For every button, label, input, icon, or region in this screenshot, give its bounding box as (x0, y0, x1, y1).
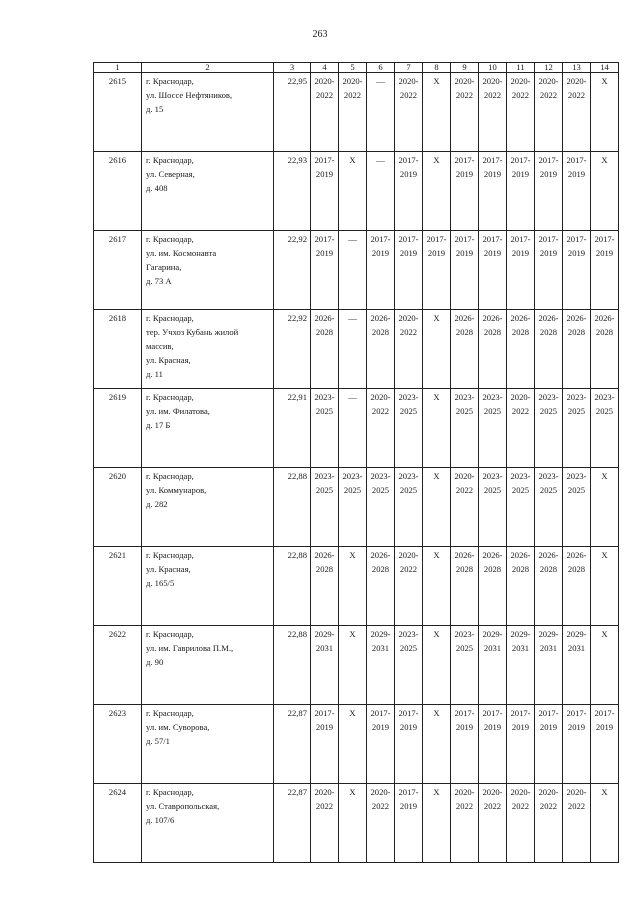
period-cell: 2026- 2028 (451, 547, 479, 626)
period-cell: 2017- 2019 (507, 152, 535, 231)
period-cell: 2017- 2019 (395, 705, 423, 784)
period-cell: — (339, 310, 367, 389)
period-cell: 2017- 2019 (395, 784, 423, 863)
period-cell: X (339, 705, 367, 784)
table-row (94, 468, 619, 547)
period-cell: 2029- 2031 (479, 626, 507, 705)
period-cell: 2017- 2019 (535, 231, 563, 310)
period-cell: X (339, 152, 367, 231)
row-number-cell: 2616 (94, 152, 142, 231)
address-line: г. Краснодар, (146, 471, 194, 481)
address-line: д. 15 (146, 104, 164, 114)
address-line: д. 408 (146, 183, 168, 193)
column-header: 12 (535, 63, 563, 73)
period-cell: 2017- 2019 (535, 705, 563, 784)
period-cell: 2020- 2022 (563, 784, 591, 863)
housing-repair-schedule-table (93, 62, 619, 863)
period-cell: 2026- 2028 (507, 310, 535, 389)
column-header: 9 (451, 63, 479, 73)
period-cell: 2029- 2031 (563, 626, 591, 705)
period-cell: 2017- 2019 (367, 705, 395, 784)
period-cell: 2023- 2025 (395, 468, 423, 547)
period-cell: 2023- 2025 (563, 468, 591, 547)
table-row (94, 152, 619, 231)
address-line: г. Краснодар, (146, 787, 194, 797)
period-cell: X (591, 626, 619, 705)
period-cell: 2020- 2022 (367, 389, 395, 468)
address-line: ул. им. Космонавта (146, 248, 217, 258)
score-cell: 22,95 (274, 73, 311, 152)
column-header: 5 (339, 63, 367, 73)
period-cell: 2017- 2019 (451, 152, 479, 231)
column-header: 8 (423, 63, 451, 73)
row-number-cell: 2615 (94, 73, 142, 152)
row-number-cell: 2618 (94, 310, 142, 389)
period-cell: 2020- 2022 (535, 73, 563, 152)
table-row (94, 626, 619, 705)
row-number-cell: 2617 (94, 231, 142, 310)
period-cell: 2026- 2028 (451, 310, 479, 389)
period-cell: X (423, 784, 451, 863)
period-cell: 2026- 2028 (563, 310, 591, 389)
score-cell: 22,87 (274, 705, 311, 784)
period-cell: 2020- 2022 (311, 784, 339, 863)
period-cell: 2023- 2025 (451, 626, 479, 705)
address-line: г. Краснодар, (146, 313, 194, 323)
period-cell: 2029- 2031 (507, 626, 535, 705)
period-cell: 2020- 2022 (395, 310, 423, 389)
address-line: ул. им. Суворова, (146, 722, 210, 732)
period-cell: 2017- 2019 (423, 231, 451, 310)
period-cell: 2029- 2031 (535, 626, 563, 705)
period-cell: 2023- 2025 (507, 468, 535, 547)
address-line: д. 57/1 (146, 736, 170, 746)
row-number-cell: 2621 (94, 547, 142, 626)
period-cell: 2026- 2028 (479, 547, 507, 626)
period-cell: 2026- 2028 (591, 310, 619, 389)
table-row (94, 705, 619, 784)
column-header: 7 (395, 63, 423, 73)
period-cell: 2017- 2019 (479, 231, 507, 310)
table-row (94, 547, 619, 626)
period-cell: 2029- 2031 (367, 626, 395, 705)
period-cell: X (591, 152, 619, 231)
period-cell: 2020- 2022 (479, 73, 507, 152)
period-cell: X (339, 547, 367, 626)
address-cell (142, 626, 274, 705)
period-cell: 2023- 2025 (535, 389, 563, 468)
address-cell (142, 784, 274, 863)
period-cell: 2023- 2025 (311, 389, 339, 468)
period-cell: 2017- 2019 (451, 705, 479, 784)
address-cell (142, 468, 274, 547)
period-cell: 2023- 2025 (367, 468, 395, 547)
period-cell: — (339, 231, 367, 310)
address-cell (142, 705, 274, 784)
period-cell: 2026- 2028 (311, 547, 339, 626)
period-cell: X (423, 626, 451, 705)
period-cell: 2029- 2031 (311, 626, 339, 705)
period-cell: 2023- 2025 (479, 389, 507, 468)
period-cell: 2020- 2022 (451, 784, 479, 863)
address-line: ул. Коммунаров, (146, 485, 207, 495)
score-cell: 22,88 (274, 626, 311, 705)
table-body (94, 73, 619, 863)
address-line: г. Краснодар, (146, 155, 194, 165)
period-cell: X (591, 784, 619, 863)
row-number-cell: 2622 (94, 626, 142, 705)
period-cell: 2023- 2025 (339, 468, 367, 547)
address-line: ул. Шоссе Нефтяников, (146, 90, 233, 100)
period-cell: 2023- 2025 (535, 468, 563, 547)
period-cell: 2023- 2025 (451, 389, 479, 468)
period-cell: 2023- 2025 (395, 626, 423, 705)
address-line: ул. Красная, (146, 355, 191, 365)
period-cell: X (423, 389, 451, 468)
table-row (94, 389, 619, 468)
period-cell: X (423, 468, 451, 547)
period-cell: 2026- 2028 (535, 547, 563, 626)
period-cell: 2017- 2019 (395, 231, 423, 310)
score-cell: 22,92 (274, 231, 311, 310)
column-header: 11 (507, 63, 535, 73)
address-line: г. Краснодар, (146, 629, 194, 639)
period-cell: 2023- 2025 (563, 389, 591, 468)
period-cell: 2017- 2019 (311, 705, 339, 784)
column-header: 2 (142, 63, 274, 73)
address-line: д. 11 (146, 369, 163, 379)
address-cell (142, 389, 274, 468)
address-line: Гагарина, (146, 262, 182, 272)
period-cell: 2017- 2019 (479, 705, 507, 784)
table-row (94, 310, 619, 389)
period-cell: 2026- 2028 (563, 547, 591, 626)
address-line: массив, (146, 341, 174, 351)
address-line: ул. Северная, (146, 169, 195, 179)
table-row (94, 784, 619, 863)
period-cell: 2023- 2025 (311, 468, 339, 547)
address-line: ул. Красная, (146, 564, 191, 574)
address-line: д. 17 Б (146, 420, 171, 430)
address-cell (142, 310, 274, 389)
page-number: 263 (312, 29, 328, 40)
column-header: 14 (591, 63, 619, 73)
period-cell: 2017- 2019 (563, 152, 591, 231)
period-cell: — (367, 152, 395, 231)
address-line: д. 165/5 (146, 578, 175, 588)
score-cell: 22,88 (274, 468, 311, 547)
row-number-cell: 2619 (94, 389, 142, 468)
period-cell: X (423, 547, 451, 626)
period-cell: 2017- 2019 (479, 152, 507, 231)
address-line: г. Краснодар, (146, 234, 194, 244)
period-cell: 2017- 2019 (507, 231, 535, 310)
period-cell: 2026- 2028 (507, 547, 535, 626)
period-cell: 2020- 2022 (563, 73, 591, 152)
period-cell: X (423, 73, 451, 152)
period-cell: 2020- 2022 (311, 73, 339, 152)
period-cell: 2017- 2019 (395, 152, 423, 231)
period-cell: 2017- 2019 (591, 231, 619, 310)
period-cell: 2026- 2028 (311, 310, 339, 389)
score-cell: 22,87 (274, 784, 311, 863)
address-line: д. 282 (146, 499, 168, 509)
period-cell: 2020- 2022 (507, 784, 535, 863)
period-cell: X (423, 310, 451, 389)
period-cell: 2020- 2022 (451, 468, 479, 547)
address-cell (142, 152, 274, 231)
period-cell: 2020- 2022 (507, 389, 535, 468)
column-header: 1 (94, 63, 142, 73)
period-cell: 2017- 2019 (311, 152, 339, 231)
address-line: д. 90 (146, 657, 164, 667)
period-cell: X (591, 547, 619, 626)
period-cell: — (339, 389, 367, 468)
period-cell: 2017- 2019 (507, 705, 535, 784)
period-cell: 2023- 2025 (395, 389, 423, 468)
period-cell: 2017- 2019 (563, 705, 591, 784)
period-cell: 2026- 2028 (535, 310, 563, 389)
address-line: г. Краснодар, (146, 76, 194, 86)
period-cell: 2017- 2019 (367, 231, 395, 310)
score-cell: 22,92 (274, 310, 311, 389)
period-cell: 2026- 2028 (479, 310, 507, 389)
period-cell: X (591, 73, 619, 152)
address-line: д. 107/6 (146, 815, 175, 825)
period-cell: 2020- 2022 (339, 73, 367, 152)
address-cell (142, 231, 274, 310)
period-cell: 2020- 2022 (367, 784, 395, 863)
period-cell: 2026- 2028 (367, 547, 395, 626)
period-cell: 2020- 2022 (451, 73, 479, 152)
period-cell: — (367, 73, 395, 152)
period-cell: 2020- 2022 (395, 73, 423, 152)
address-line: г. Краснодар, (146, 392, 194, 402)
period-cell: X (339, 626, 367, 705)
address-line: д. 73 А (146, 276, 172, 286)
column-header: 4 (311, 63, 339, 73)
table-header-row (94, 63, 619, 73)
period-cell: 2020- 2022 (479, 784, 507, 863)
column-header: 6 (367, 63, 395, 73)
table-row (94, 73, 619, 152)
period-cell: 2020- 2022 (395, 547, 423, 626)
period-cell: 2017- 2019 (591, 705, 619, 784)
address-line: тер. Учхоз Кубань жилой (146, 327, 239, 337)
row-number-cell: 2624 (94, 784, 142, 863)
address-line: ул. Ставропольская, (146, 801, 220, 811)
period-cell: 2020- 2022 (535, 784, 563, 863)
address-cell (142, 547, 274, 626)
address-cell (142, 73, 274, 152)
period-cell: 2017- 2019 (563, 231, 591, 310)
period-cell: 2026- 2028 (367, 310, 395, 389)
address-line: ул. им. Гаврилова П.М., (146, 643, 234, 653)
period-cell: 2017- 2019 (311, 231, 339, 310)
score-cell: 22,91 (274, 389, 311, 468)
column-header: 3 (274, 63, 311, 73)
period-cell: 2023- 2025 (479, 468, 507, 547)
address-line: ул. им. Филатова, (146, 406, 210, 416)
period-cell: X (339, 784, 367, 863)
period-cell: 2017- 2019 (451, 231, 479, 310)
period-cell: X (591, 468, 619, 547)
column-header: 13 (563, 63, 591, 73)
period-cell: 2017- 2019 (535, 152, 563, 231)
address-line: г. Краснодар, (146, 708, 194, 718)
score-cell: 22,88 (274, 547, 311, 626)
period-cell: X (423, 705, 451, 784)
period-cell: 2020- 2022 (507, 73, 535, 152)
row-number-cell: 2623 (94, 705, 142, 784)
address-line: г. Краснодар, (146, 550, 194, 560)
table-row (94, 231, 619, 310)
period-cell: 2023- 2025 (591, 389, 619, 468)
score-cell: 22,93 (274, 152, 311, 231)
column-header: 10 (479, 63, 507, 73)
period-cell: X (423, 152, 451, 231)
row-number-cell: 2620 (94, 468, 142, 547)
